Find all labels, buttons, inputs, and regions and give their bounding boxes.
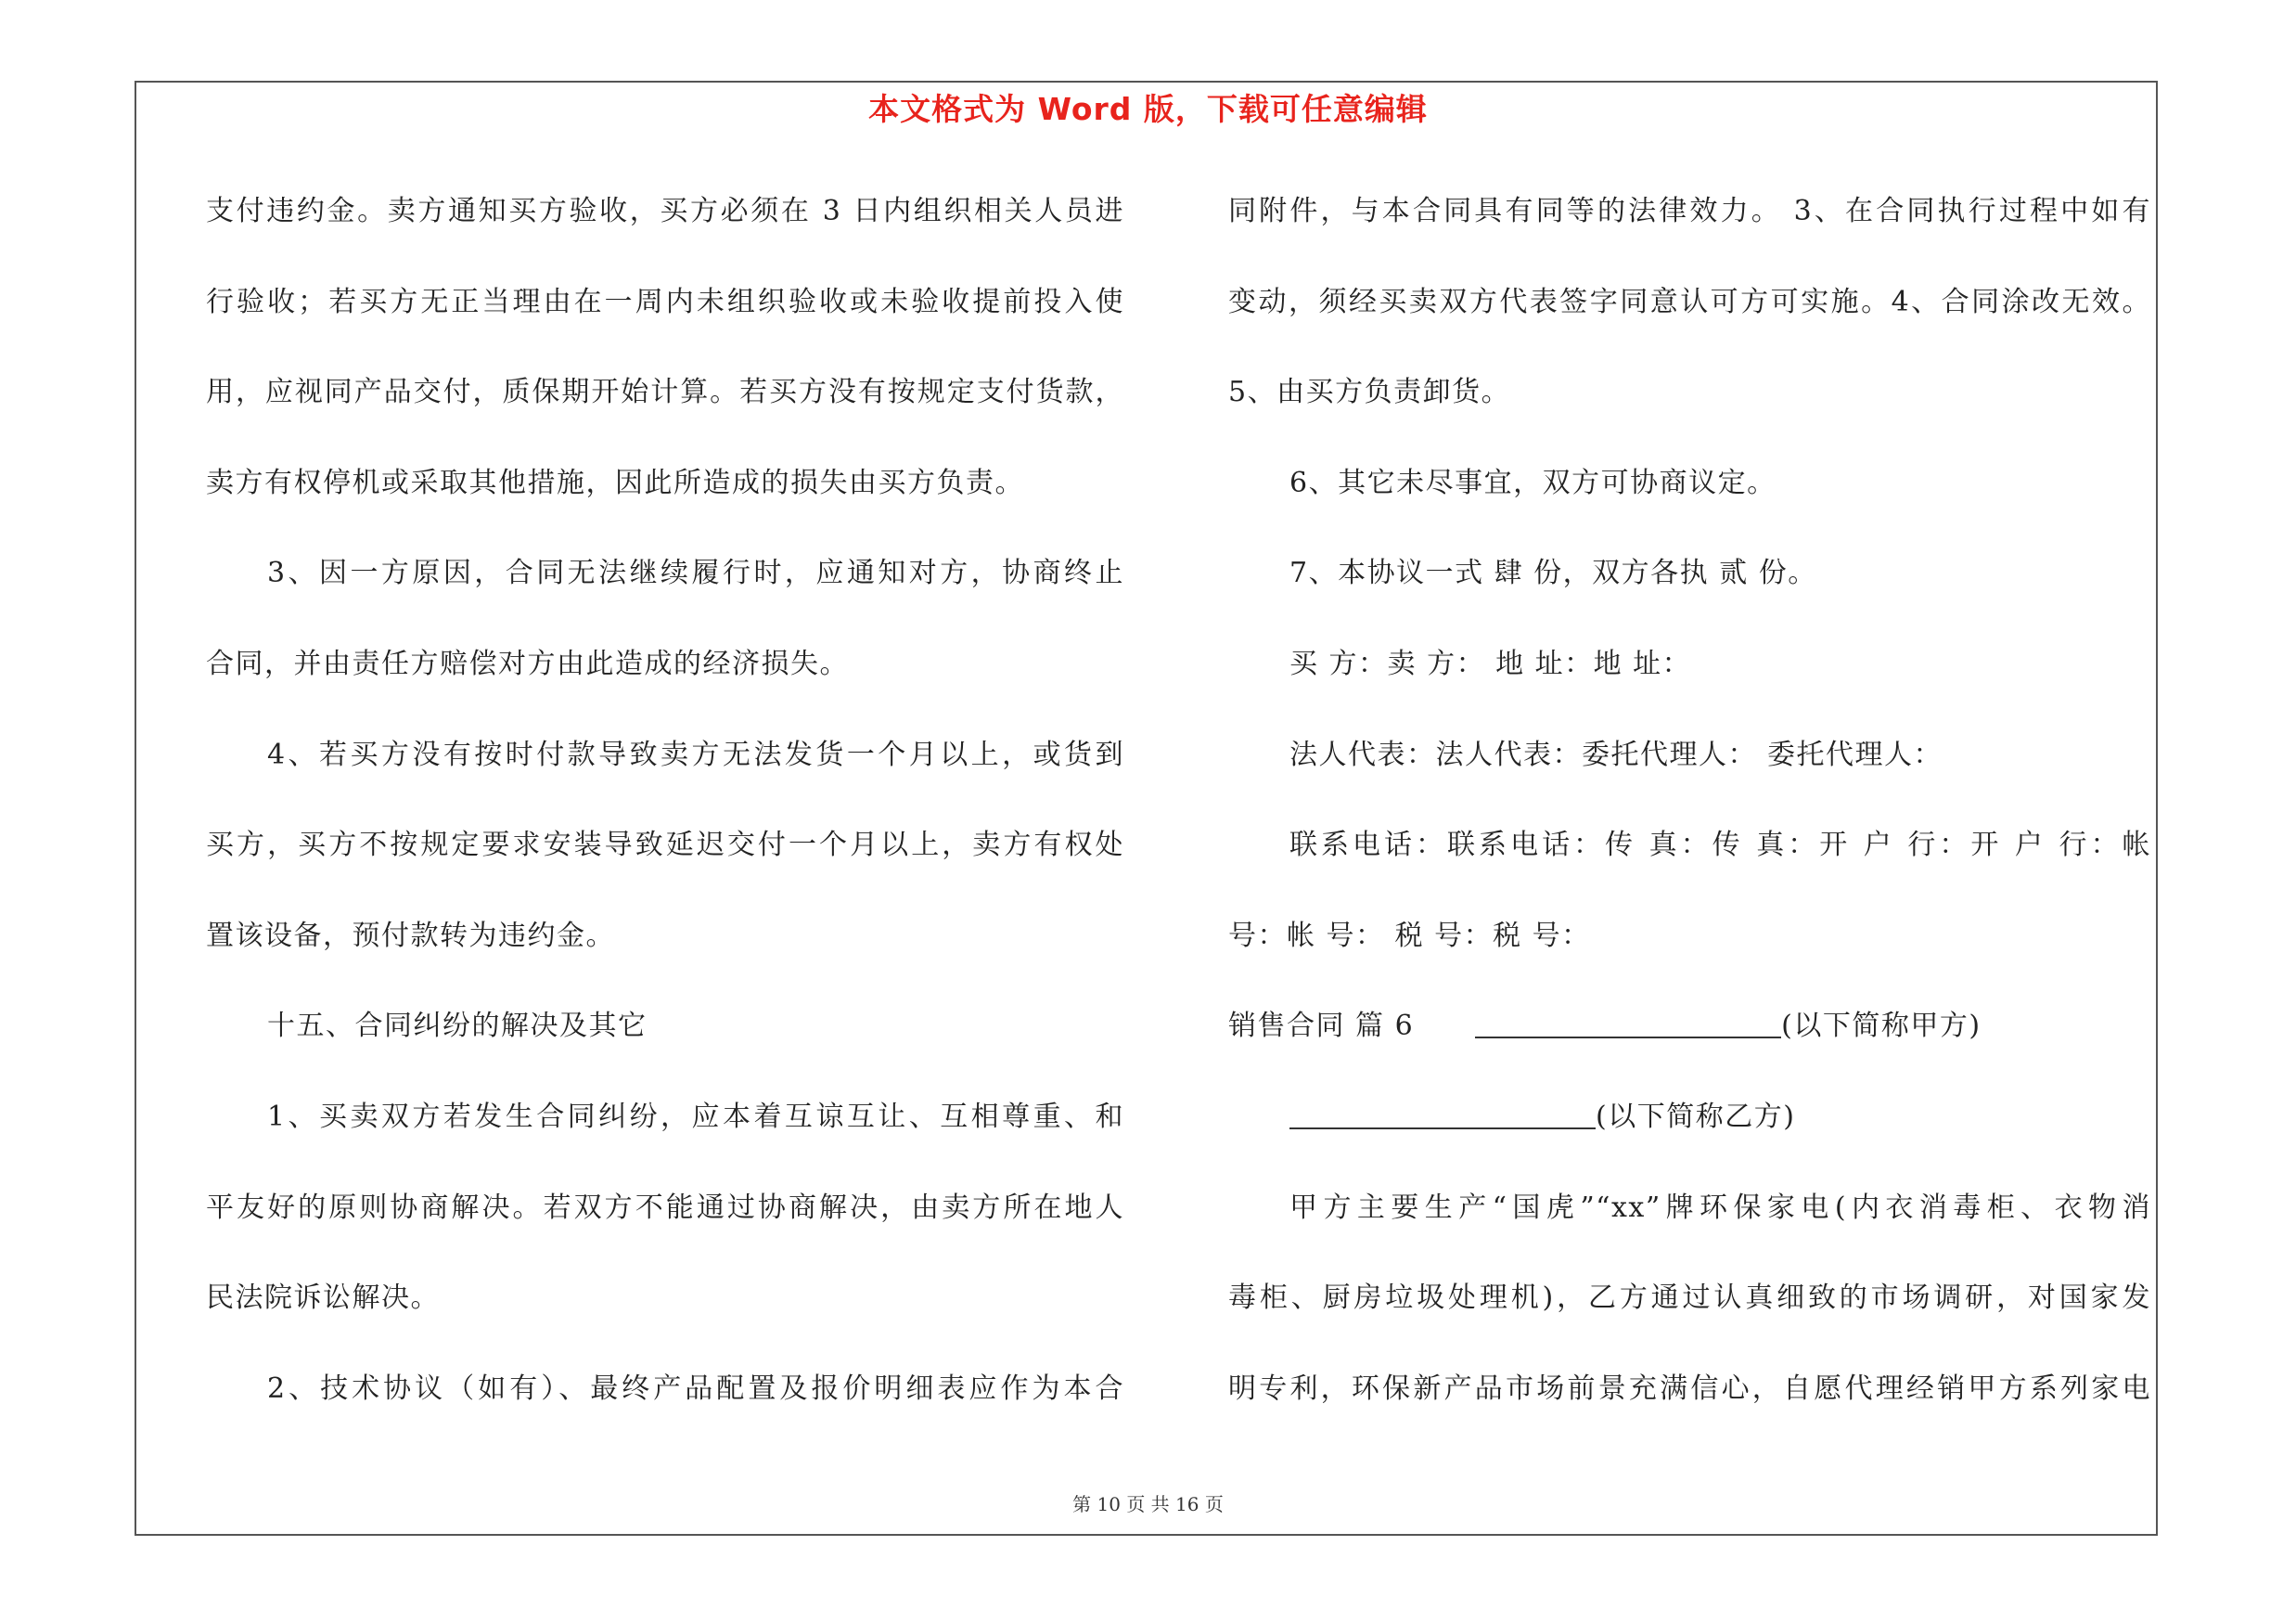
paragraph-line: 置该设备，预付款转为违约金。 [206, 919, 615, 952]
paragraph-line: 同附件，与本合同具有同等的法律效力。 3、在合同执行过程中如有 [1228, 195, 2151, 227]
page-number: 第 10 页 共 16 页 [1072, 1493, 1224, 1515]
signature-representative-line: 法人代表：法人代表：委托代理人： 委托代理人： [1289, 738, 1943, 771]
party-a-label: (以下简称甲方) [1781, 1010, 1982, 1043]
right-column [1228, 186, 2151, 1453]
paragraph-line: 6、其它未尽事宜，双方可协商议定。 [1289, 466, 1777, 499]
left-column [206, 186, 1124, 1453]
section-heading: 十五、合同纠纷的解决及其它 [267, 1010, 648, 1043]
paragraph-line: 5、由买方负责卸货。 [1228, 376, 1511, 409]
contract-heading: 销售合同 篇 6 [1228, 1010, 1415, 1043]
party-a-blank [1475, 1009, 1781, 1038]
party-b-line [1228, 1091, 2151, 1182]
paragraph-line: 毒柜、厨房垃圾处理机)，乙方通过认真细致的市场调研，对国家发 [1228, 1282, 2151, 1315]
paragraph-line: 变动，须经买卖双方代表签字同意认可方可实施。4、合同涂改无效。 [1228, 285, 2151, 318]
contract-heading-line [1228, 1000, 2151, 1091]
paragraph-line: 7、本协议一式 肆 份，双方各执 贰 份。 [1289, 557, 1817, 590]
paragraph-line: 4、若买方没有按时付款导致卖方无法发货一个月以上，或货到 [267, 738, 1124, 771]
paragraph-line: 用，应视同产品交付，质保期开始计算。若买方没有按规定支付货款， [206, 376, 1124, 409]
paragraph-line: 买方，买方不按规定要求安装导致延迟交付一个月以上，卖方有权处 [206, 829, 1124, 862]
paragraph-line: 支付违约金。卖方通知买方验收，买方必须在 3 日内组织相关人员进 [206, 195, 1124, 227]
signature-address-line: 买 方：卖 方： 地 址：地 址： [1289, 647, 1692, 680]
paragraph-line: 2、技术协议（如有）、最终产品配置及报价明细表应作为本合 [267, 1372, 1124, 1405]
paragraph-line: 行验收；若买方无正当理由在一周内未组织验收或未验收提前投入使 [206, 285, 1124, 318]
party-b-blank [1289, 1100, 1596, 1129]
paragraph-line: 3、因一方原因，合同无法继续履行时，应通知对方，协商终止 [267, 557, 1124, 590]
paragraph-line: 卖方有权停机或采取其他措施，因此所造成的损失由买方负责。 [206, 466, 1024, 499]
paragraph-line: 明专利，环保新产品市场前景充满信心，自愿代理经销甲方系列家电 [1228, 1372, 2151, 1405]
party-b-label: (以下简称乙方) [1596, 1100, 1796, 1133]
paragraph-line: 1、买卖双方若发生合同纠纷，应本着互谅互让、互相尊重、和 [267, 1100, 1124, 1133]
paragraph-line: 合同，并由责任方赔偿对方由此造成的经济损失。 [206, 647, 849, 680]
signature-tax-line: 号：帐 号： 税 号：税 号： [1228, 919, 1591, 952]
paragraph-line: 甲方主要生产“国虎”“xx”牌环保家电(内衣消毒柜、衣物消 [1289, 1191, 2151, 1224]
paragraph-line: 平友好的原则协商解决。若双方不能通过协商解决，由卖方所在地人 [206, 1191, 1124, 1224]
paragraph-line: 民法院诉讼解决。 [206, 1282, 440, 1315]
editable-word-banner: 本文格式为 Word 版，下载可任意编辑 [868, 91, 1428, 127]
signature-contact-line: 联系电话：联系电话：传 真：传 真：开 户 行：开 户 行：帐 [1289, 829, 2151, 862]
